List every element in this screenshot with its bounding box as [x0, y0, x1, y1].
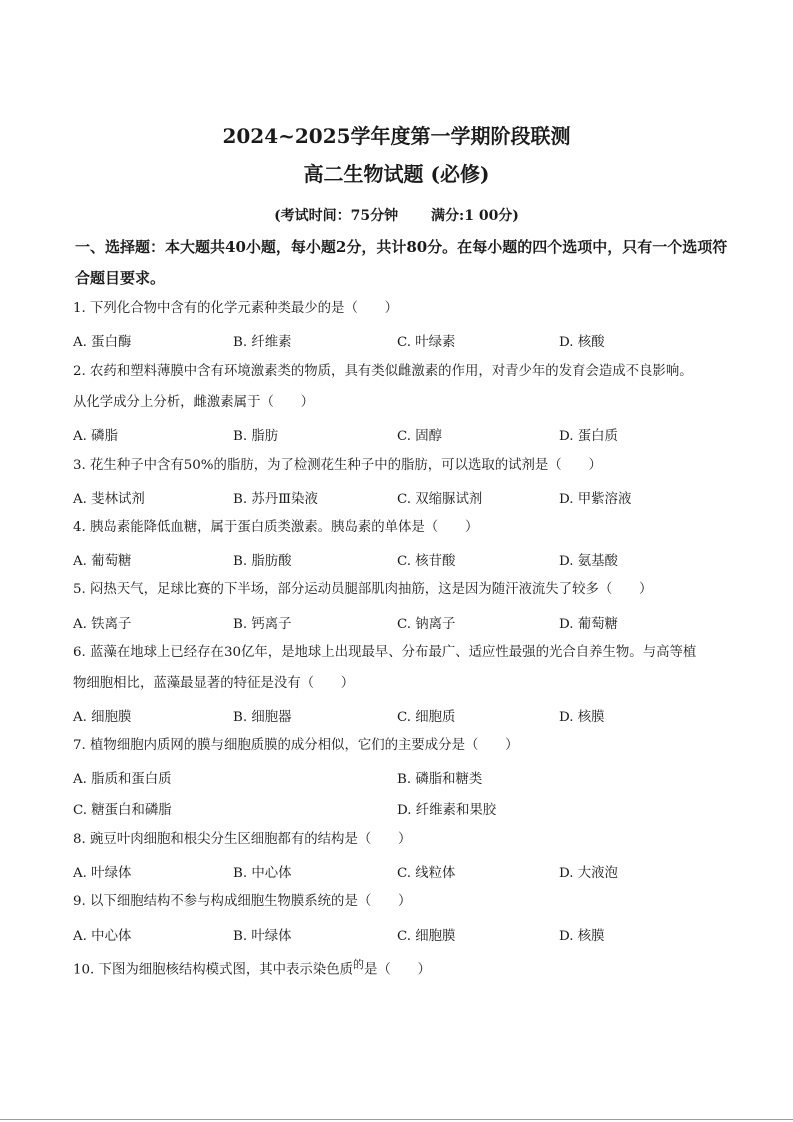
question-10-stem-sup: 的 — [352, 958, 364, 971]
question-1-option-d: D. 核酸 — [559, 335, 605, 350]
exam-time: (考试时间：75分钟 — [274, 208, 399, 224]
question-2-stem-line2: 从化学成分上分析，雌激素属于（ ） — [73, 395, 315, 410]
question-9-option-c: C. 细胞膜 — [397, 929, 456, 944]
question-3-options — [73, 488, 733, 508]
question-2-option-b: B. 脂肪 — [233, 429, 279, 444]
question-7-option-c: C. 糖蛋白和磷脂 — [73, 803, 172, 818]
question-1-options — [73, 331, 733, 351]
question-2-option-c: C. 固醇 — [397, 429, 443, 444]
question-1-option-a: A. 蛋白酶 — [73, 335, 132, 350]
question-8-stem: 8. 豌豆叶肉细胞和根尖分生区细胞都有的结构是（ ） — [73, 832, 412, 847]
question-3-stem: 3. 花生种子中含有50%的脂肪，为了检测花生种子中的脂肪，可以选取的试剂是（ ） — [73, 458, 602, 473]
question-6-stem-line1: 6. 蓝藻在地球上已经存在30亿年，是地球上出现最早、分布最广、适应性最强的光合自养生物。与高等植 — [73, 645, 697, 660]
question-6-option-b: B. 细胞器 — [233, 710, 292, 725]
question-8-option-a: A. 叶绿体 — [73, 866, 132, 881]
question-10-stem — [73, 949, 733, 985]
section-heading: 一、选择题：本大题共40小题，每小题2分，共计80分。在每小题的四个选项中，只有一个选项符合题目要求。 — [75, 238, 728, 287]
question-3-option-c: C. 双缩脲试剂 — [397, 492, 483, 507]
question-3-option-a: A. 斐林试剂 — [73, 492, 145, 507]
question-5-options — [73, 613, 733, 633]
question-9-option-b: B. 叶绿体 — [233, 929, 292, 944]
question-6-options — [73, 706, 733, 726]
question-4-option-a: A. 葡萄糖 — [73, 554, 132, 569]
question-7-option-b: B. 磷脂和糖类 — [397, 772, 483, 787]
question-2-option-d: D. 蛋白质 — [559, 429, 618, 444]
question-2-stem-line1: 2. 农药和塑料薄膜中含有环境激素类的物质，具有类似雌激素的作用，对青少年的发育会造成不良影响。 — [73, 364, 693, 379]
question-2-options — [73, 425, 733, 445]
question-8-option-d: D. 大液泡 — [559, 866, 618, 881]
exam-title: 2024~2025学年度第一学期阶段联测 — [222, 124, 571, 148]
question-4-option-c: C. 核苷酸 — [397, 554, 456, 569]
question-4-stem: 4. 胰岛素能降低血糖，属于蛋白质类激素。胰岛素的单体是（ ） — [73, 520, 479, 535]
question-5-option-a: A. 铁离子 — [73, 617, 132, 632]
question-4-options — [73, 550, 733, 570]
exam-subtitle: 高二生物试题 (必修) — [303, 162, 490, 186]
question-9-option-d: D. 核膜 — [559, 929, 605, 944]
question-1-option-c: C. 叶绿素 — [397, 335, 456, 350]
question-1-stem: 1. 下列化合物中含有的化学元素种类最少的是（ ） — [73, 301, 399, 316]
question-8-option-c: C. 线粒体 — [397, 866, 456, 881]
question-5-option-c: C. 钠离子 — [397, 617, 456, 632]
question-9-stem: 9. 以下细胞结构不参与构成细胞生物膜系统的是（ ） — [73, 894, 412, 909]
question-6-option-c: C. 细胞质 — [397, 710, 456, 725]
question-9-option-a: A. 中心体 — [73, 929, 132, 944]
question-6-option-d: D. 核膜 — [559, 710, 605, 725]
page-bottom-rule — [0, 1119, 793, 1120]
question-3-option-b: B. 苏丹Ⅲ染液 — [233, 492, 318, 507]
question-7-options-row1 — [73, 768, 733, 788]
question-1-option-b: B. 纤维素 — [233, 335, 292, 350]
question-7-option-d: D. 纤维素和果胶 — [397, 803, 497, 818]
question-9-options — [73, 925, 733, 945]
question-8-option-b: B. 中心体 — [233, 866, 292, 881]
question-10-stem-text-b: 是（ ） — [363, 962, 431, 978]
question-4-option-d: D. 氨基酸 — [559, 554, 618, 569]
question-4-option-b: B. 脂肪酸 — [233, 554, 292, 569]
question-5-stem: 5. 闷热天气，足球比赛的下半场，部分运动员腿部肌肉抽筋，这是因为随汗液流失了较多（ ） — [73, 582, 653, 597]
question-7-options-row2 — [73, 799, 733, 819]
question-10-stem-text-a: 10. 下图为细胞核结构模式图，其中表示染色质 — [73, 962, 353, 978]
question-2-option-a: A. 磷脂 — [73, 429, 118, 444]
question-3-option-d: D. 甲紫溶液 — [559, 492, 632, 507]
full-score: 满分:1 00分) — [431, 208, 519, 224]
exam-info — [0, 205, 793, 225]
question-8-options — [73, 862, 733, 882]
question-7-stem: 7. 植物细胞内质网的膜与细胞质膜的成分相似，它们的主要成分是（ ） — [73, 738, 519, 753]
question-6-stem-line2: 物细胞相比，蓝藻最显著的特征是没有（ ） — [73, 676, 355, 691]
question-7-option-a: A. 脂质和蛋白质 — [73, 772, 172, 787]
question-6-option-a: A. 细胞膜 — [73, 710, 132, 725]
question-5-option-d: D. 葡萄糖 — [559, 617, 618, 632]
question-5-option-b: B. 钙离子 — [233, 617, 292, 632]
